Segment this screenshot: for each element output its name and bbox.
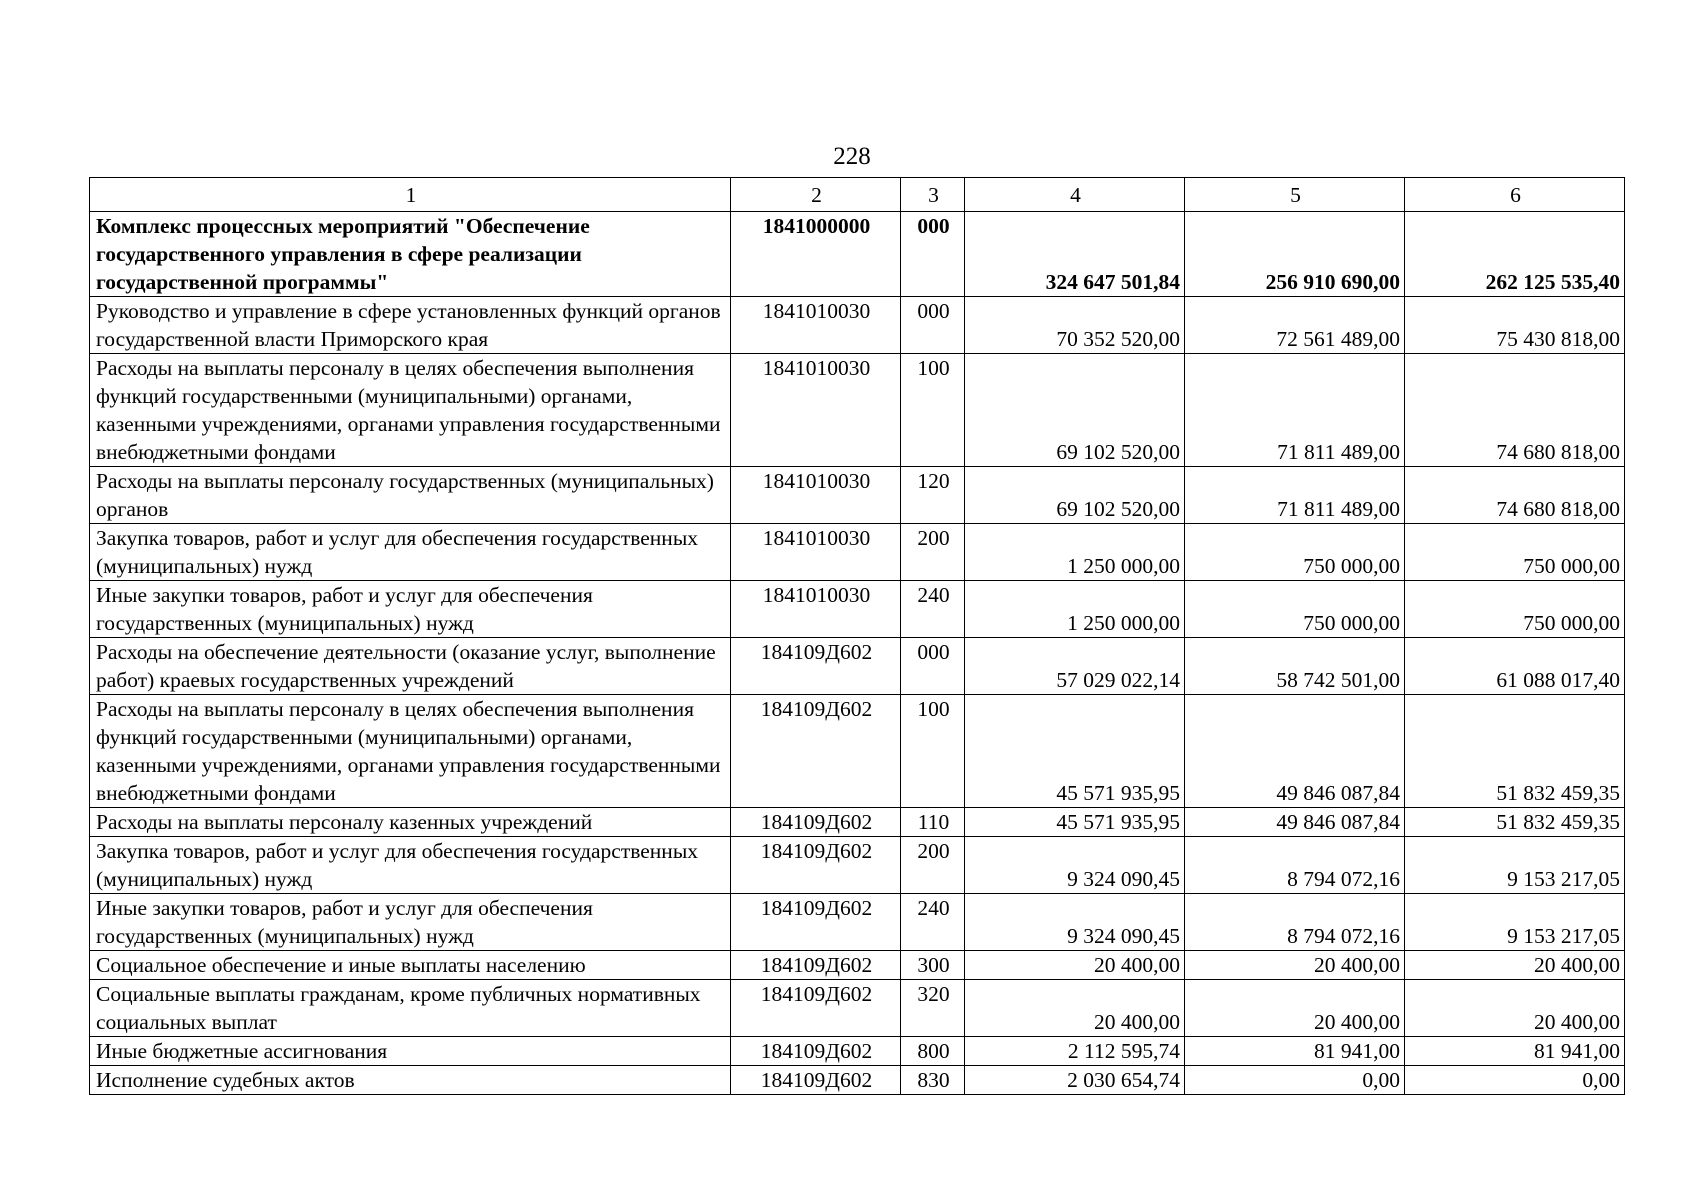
row-code: 1841010030 [731, 524, 901, 581]
row-value-5: 8 794 072,16 [1185, 894, 1405, 951]
row-value-6: 262 125 535,40 [1405, 212, 1625, 297]
column-header-1: 1 [90, 178, 731, 212]
row-value-5: 72 561 489,00 [1185, 297, 1405, 354]
row-name: Иные закупки товаров, работ и услуг для обеспечения государственных (муниципальных) нужд [90, 894, 731, 951]
row-value-6: 750 000,00 [1405, 524, 1625, 581]
row-name: Расходы на выплаты персоналу государственных (муниципальных) органов [90, 467, 731, 524]
row-type: 240 [901, 894, 965, 951]
row-code: 184109Д602 [731, 808, 901, 837]
row-value-4: 20 400,00 [965, 951, 1185, 980]
row-name: Комплекс процессных мероприятий "Обеспечение государственного управления в сфере реализации государственной программы" [90, 212, 731, 297]
row-name: Иные бюджетные ассигнования [90, 1037, 731, 1066]
row-value-4: 70 352 520,00 [965, 297, 1185, 354]
row-type: 120 [901, 467, 965, 524]
table-row [90, 638, 1625, 695]
row-type: 800 [901, 1037, 965, 1066]
row-value-4: 324 647 501,84 [965, 212, 1185, 297]
row-code: 184109Д602 [731, 837, 901, 894]
row-value-6: 20 400,00 [1405, 951, 1625, 980]
row-name: Руководство и управление в сфере установленных функций органов государственной власти Приморского края [90, 297, 731, 354]
row-type: 100 [901, 695, 965, 808]
row-value-4: 69 102 520,00 [965, 354, 1185, 467]
column-header-5: 5 [1185, 178, 1405, 212]
row-value-4: 45 571 935,95 [965, 808, 1185, 837]
row-value-4: 57 029 022,14 [965, 638, 1185, 695]
row-type: 200 [901, 524, 965, 581]
row-value-6: 0,00 [1405, 1066, 1625, 1095]
table-row [90, 980, 1625, 1037]
row-value-5: 256 910 690,00 [1185, 212, 1405, 297]
row-value-4: 2 030 654,74 [965, 1066, 1185, 1095]
row-code: 184109Д602 [731, 894, 901, 951]
row-value-4: 45 571 935,95 [965, 695, 1185, 808]
row-type: 240 [901, 581, 965, 638]
row-value-4: 9 324 090,45 [965, 837, 1185, 894]
table-row [90, 695, 1625, 808]
row-value-4: 1 250 000,00 [965, 524, 1185, 581]
row-value-6: 61 088 017,40 [1405, 638, 1625, 695]
row-value-5: 20 400,00 [1185, 951, 1405, 980]
row-value-6: 74 680 818,00 [1405, 467, 1625, 524]
table-row [90, 467, 1625, 524]
table-row [90, 894, 1625, 951]
row-code: 184109Д602 [731, 980, 901, 1037]
row-name: Закупка товаров, работ и услуг для обеспечения государственных (муниципальных) нужд [90, 524, 731, 581]
column-header-3: 3 [901, 178, 965, 212]
row-type: 110 [901, 808, 965, 837]
row-value-5: 58 742 501,00 [1185, 638, 1405, 695]
row-type: 320 [901, 980, 965, 1037]
row-name: Закупка товаров, работ и услуг для обеспечения государственных (муниципальных) нужд [90, 837, 731, 894]
row-value-6: 74 680 818,00 [1405, 354, 1625, 467]
row-value-6: 81 941,00 [1405, 1037, 1625, 1066]
row-value-4: 20 400,00 [965, 980, 1185, 1037]
row-value-6: 9 153 217,05 [1405, 837, 1625, 894]
row-value-5: 49 846 087,84 [1185, 695, 1405, 808]
row-code: 1841000000 [731, 212, 901, 297]
row-name: Расходы на выплаты персоналу в целях обеспечения выполнения функций государственными (муниципальными) органами, казенными учреждениями, органами управления государственными внебюджетными фондами [90, 354, 731, 467]
table-row [90, 837, 1625, 894]
row-code: 1841010030 [731, 297, 901, 354]
row-value-6: 750 000,00 [1405, 581, 1625, 638]
row-value-4: 2 112 595,74 [965, 1037, 1185, 1066]
row-value-5: 0,00 [1185, 1066, 1405, 1095]
row-value-4: 69 102 520,00 [965, 467, 1185, 524]
row-value-5: 71 811 489,00 [1185, 354, 1405, 467]
row-value-6: 20 400,00 [1405, 980, 1625, 1037]
row-value-5: 20 400,00 [1185, 980, 1405, 1037]
table-row [90, 297, 1625, 354]
table-body [90, 212, 1625, 1095]
row-code: 1841010030 [731, 467, 901, 524]
row-value-5: 49 846 087,84 [1185, 808, 1405, 837]
row-value-5: 750 000,00 [1185, 581, 1405, 638]
row-value-4: 9 324 090,45 [965, 894, 1185, 951]
row-value-5: 71 811 489,00 [1185, 467, 1405, 524]
row-name: Расходы на обеспечение деятельности (оказание услуг, выполнение работ) краевых государственных учреждений [90, 638, 731, 695]
row-type: 000 [901, 297, 965, 354]
column-header-6: 6 [1405, 178, 1625, 212]
row-name: Иные закупки товаров, работ и услуг для обеспечения государственных (муниципальных) нужд [90, 581, 731, 638]
table-row [90, 524, 1625, 581]
table-row [90, 212, 1625, 297]
row-code: 184109Д602 [731, 1066, 901, 1095]
table-row [90, 808, 1625, 837]
row-value-6: 51 832 459,35 [1405, 808, 1625, 837]
row-type: 300 [901, 951, 965, 980]
row-value-6: 9 153 217,05 [1405, 894, 1625, 951]
row-code: 184109Д602 [731, 951, 901, 980]
table-row [90, 581, 1625, 638]
row-type: 000 [901, 638, 965, 695]
row-code: 1841010030 [731, 581, 901, 638]
table-row [90, 1066, 1625, 1095]
row-name: Расходы на выплаты персоналу в целях обеспечения выполнения функций государственными (муниципальными) органами, казенными учреждениями, органами управления государственными внебюджетными фондами [90, 695, 731, 808]
row-value-5: 8 794 072,16 [1185, 837, 1405, 894]
table-row [90, 951, 1625, 980]
row-code: 184109Д602 [731, 1037, 901, 1066]
page-number: 228 [833, 143, 871, 170]
table-row [90, 1037, 1625, 1066]
row-name: Социальное обеспечение и иные выплаты населению [90, 951, 731, 980]
row-value-6: 51 832 459,35 [1405, 695, 1625, 808]
row-type: 200 [901, 837, 965, 894]
budget-table [89, 177, 1625, 1095]
row-name: Социальные выплаты гражданам, кроме публичных нормативных социальных выплат [90, 980, 731, 1037]
row-name: Расходы на выплаты персоналу казенных учреждений [90, 808, 731, 837]
row-type: 100 [901, 354, 965, 467]
column-header-2: 2 [731, 178, 901, 212]
row-name: Исполнение судебных актов [90, 1066, 731, 1095]
row-value-4: 1 250 000,00 [965, 581, 1185, 638]
row-code: 184109Д602 [731, 695, 901, 808]
row-code: 1841010030 [731, 354, 901, 467]
row-type: 000 [901, 212, 965, 297]
row-value-5: 750 000,00 [1185, 524, 1405, 581]
row-value-6: 75 430 818,00 [1405, 297, 1625, 354]
row-code: 184109Д602 [731, 638, 901, 695]
column-header-4: 4 [965, 178, 1185, 212]
header-row [90, 178, 1625, 212]
table-row [90, 354, 1625, 467]
row-type: 830 [901, 1066, 965, 1095]
row-value-5: 81 941,00 [1185, 1037, 1405, 1066]
